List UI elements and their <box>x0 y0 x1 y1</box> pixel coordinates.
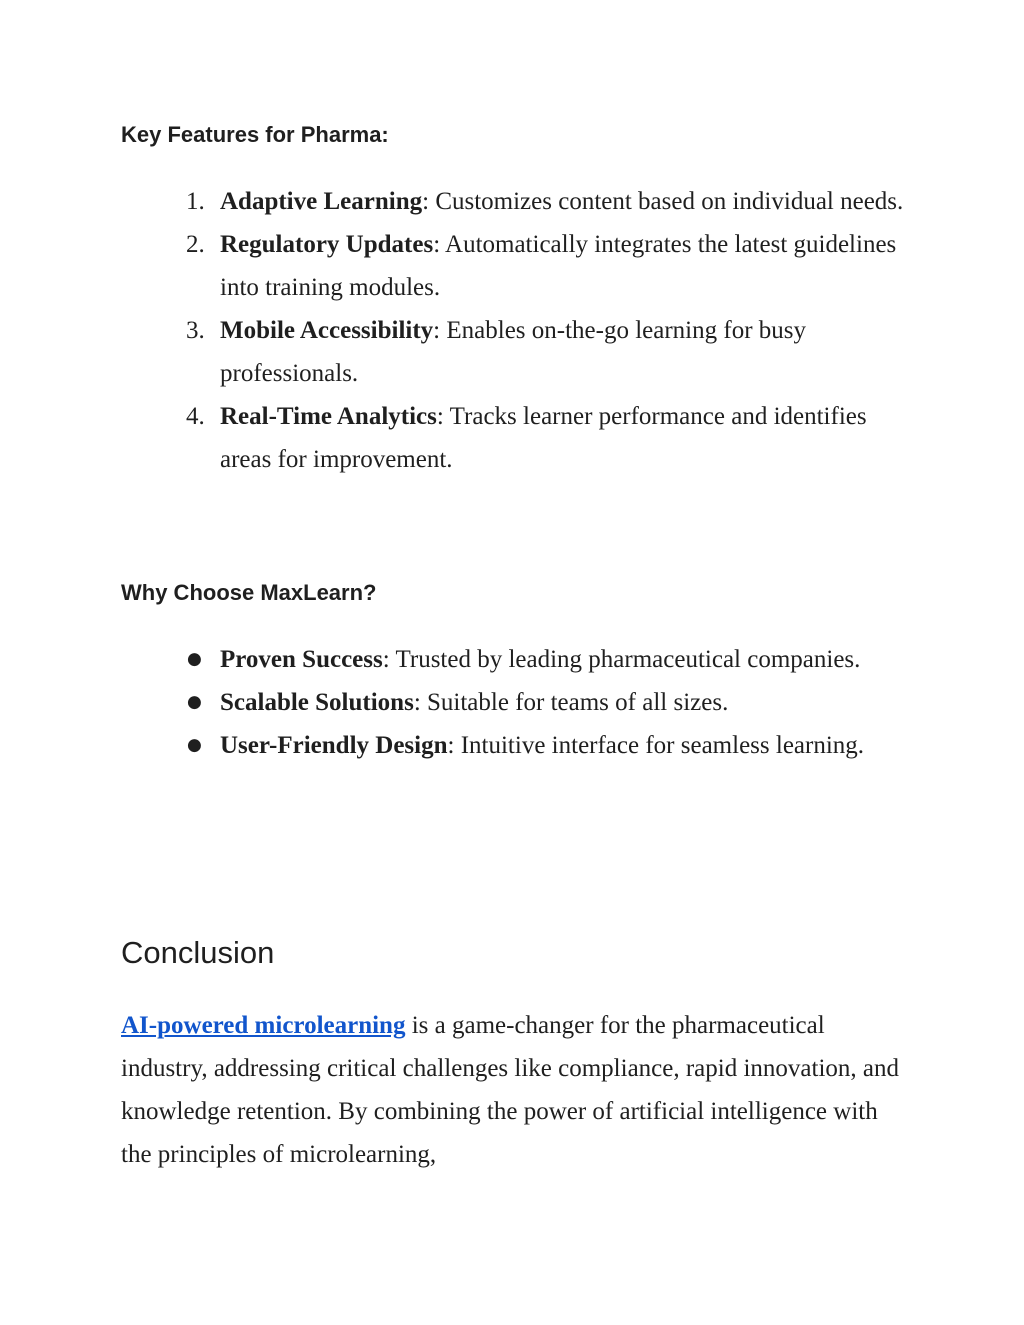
list-item <box>187 681 910 724</box>
why-choose-heading: Why Choose MaxLearn? <box>121 580 377 605</box>
feature-term: Regulatory Updates <box>220 231 434 258</box>
list-number: 1. <box>186 188 205 215</box>
list-number: 3. <box>186 317 205 344</box>
feature-description: Customizes content based on individual needs. <box>429 188 904 215</box>
feature-description: Tracks learner performance and identifies areas for improvement. <box>220 403 867 473</box>
benefit-description: Intuitive interface for seamless learning. <box>454 732 865 759</box>
benefit-term: User-Friendly Design <box>220 732 448 759</box>
list-item <box>186 395 910 481</box>
bullet-icon: ● <box>187 692 202 712</box>
separator: : <box>447 732 455 759</box>
key-features-heading: Key Features for Pharma: <box>121 122 389 147</box>
feature-term: Real-Time Analytics <box>220 403 437 430</box>
feature-description: Enables on-the-go learning for busy professionals. <box>220 317 806 387</box>
separator: : <box>413 689 421 716</box>
separator: : <box>382 646 390 673</box>
list-item <box>187 724 910 767</box>
microlearning-link[interactable]: AI-powered microlearning <box>121 1012 406 1039</box>
conclusion-body: is a game-changer for the pharmaceutical industry, addressing critical challenges like compliance, rapid innovation, and knowledge retention. By combining the power of artificial intelligence with the principles of microlearning, <box>121 1012 900 1168</box>
key-features-list <box>186 180 910 481</box>
feature-term: Mobile Accessibility <box>220 317 434 344</box>
list-number: 4. <box>186 403 205 430</box>
benefit-term: Scalable Solutions <box>220 689 414 716</box>
feature-description: Automatically integrates the latest guidelines into training modules. <box>220 231 897 301</box>
separator: : <box>422 188 430 215</box>
benefit-term: Proven Success <box>220 646 383 673</box>
benefit-description: Trusted by leading pharmaceutical companies. <box>389 646 861 673</box>
why-choose-list <box>187 638 910 767</box>
separator: : <box>433 317 441 344</box>
feature-term: Adaptive Learning <box>220 188 423 215</box>
benefit-description: Suitable for teams of all sizes. <box>420 689 729 716</box>
separator: : <box>433 231 441 258</box>
list-number: 2. <box>186 231 205 258</box>
list-item <box>186 180 910 223</box>
conclusion-heading: Conclusion <box>121 935 275 970</box>
bullet-icon: ● <box>187 649 202 669</box>
list-item <box>186 309 910 395</box>
bullet-icon: ● <box>187 735 202 755</box>
separator: : <box>436 403 444 430</box>
list-item <box>186 223 910 309</box>
list-item <box>187 638 910 681</box>
conclusion-paragraph <box>121 1004 911 1176</box>
